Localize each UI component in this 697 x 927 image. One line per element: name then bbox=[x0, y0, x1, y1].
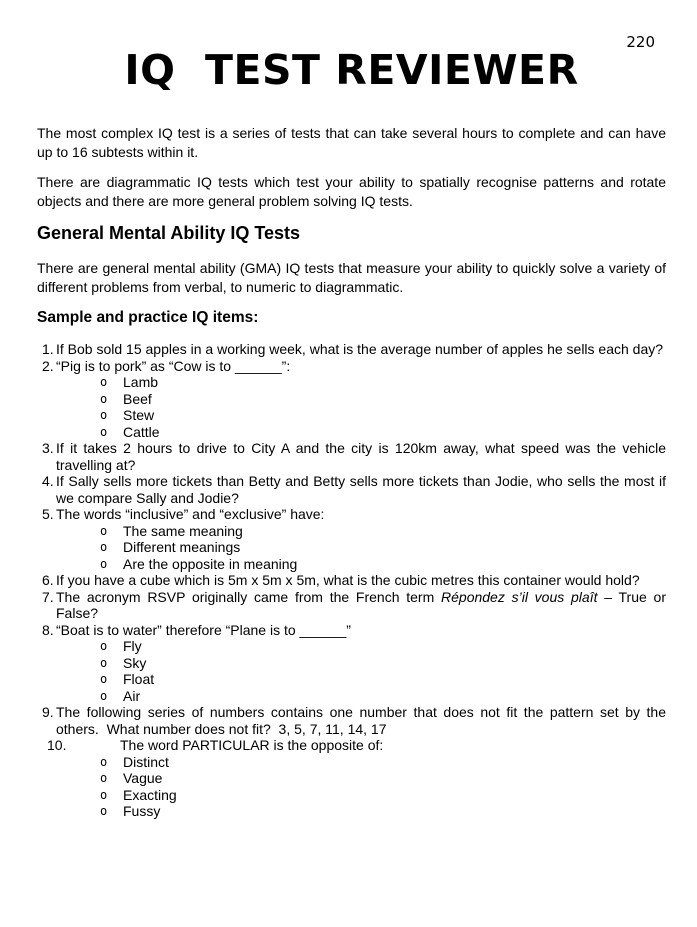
option-bullet-icon: o bbox=[100, 787, 108, 802]
option-bullet-icon: o bbox=[100, 424, 108, 439]
subsection-heading-sample-items: Sample and practice IQ items: bbox=[37, 309, 259, 326]
option-label: Vague bbox=[123, 770, 163, 786]
question-text: “Pig is to pork” as “Cow is to ______”: bbox=[56, 357, 291, 374]
question-number: 3. bbox=[42, 440, 54, 456]
option-item bbox=[37, 770, 666, 787]
option-label: Fly bbox=[123, 638, 142, 654]
option-bullet-icon: o bbox=[100, 375, 108, 389]
option-item bbox=[37, 556, 666, 573]
question-number: 2. bbox=[42, 357, 54, 374]
option-item bbox=[37, 787, 666, 804]
option-item bbox=[37, 671, 666, 688]
question-item-8 bbox=[37, 622, 666, 639]
option-label: Sky bbox=[123, 654, 147, 671]
option-label: Lamb bbox=[123, 374, 159, 390]
option-bullet-icon: o bbox=[100, 391, 108, 406]
intro-paragraph-1: The most complex IQ test is a series of tests that can take several hours to complete and can have up to 16 subtests within it. bbox=[37, 125, 666, 160]
question-text-segment: The acronym RSVP originally came from the French term bbox=[56, 588, 442, 605]
option-item bbox=[37, 424, 666, 441]
option-item bbox=[37, 374, 666, 391]
option-label: Cattle bbox=[123, 423, 160, 440]
options-list bbox=[37, 374, 666, 440]
option-item bbox=[37, 803, 666, 820]
option-bullet-icon: o bbox=[100, 540, 108, 554]
questions-list bbox=[37, 341, 670, 820]
option-item bbox=[37, 523, 666, 540]
option-item bbox=[37, 688, 666, 705]
option-item bbox=[37, 754, 666, 771]
option-label: Float bbox=[123, 671, 155, 687]
question-text: The word PARTICULAR is the opposite of: bbox=[120, 737, 384, 753]
question-text: If it takes 2 hours to drive to City A and the city is 120km away, what speed was the vehicle travelling at? bbox=[56, 440, 670, 473]
option-label: The same meaning bbox=[123, 522, 243, 539]
option-item bbox=[37, 655, 666, 672]
question-number: 4. bbox=[42, 473, 54, 489]
option-label: Air bbox=[123, 687, 141, 704]
option-item bbox=[37, 638, 666, 655]
option-label: Are the opposite in meaning bbox=[123, 555, 298, 572]
question-item-3 bbox=[37, 440, 670, 473]
question-text: If Sally sells more tickets than Betty and Betty sells more tickets than Jodie, who sells the most if we compare Sally and Jodie? bbox=[56, 473, 670, 506]
question-item-9 bbox=[37, 704, 670, 737]
question-item-1 bbox=[37, 341, 666, 358]
options-list bbox=[37, 523, 666, 573]
option-item bbox=[37, 391, 666, 408]
question-number: 8. bbox=[42, 621, 54, 638]
question-text bbox=[56, 588, 670, 622]
gma-paragraph: There are general mental ability (GMA) IQ tests that measure your ability to quickly solve a variety of different problems from verbal, to numeric to diagrammatic. bbox=[37, 260, 666, 295]
option-label: Exacting bbox=[123, 786, 177, 803]
question-text: If Bob sold 15 apples in a working week, what is the average number of apples he sells each day? bbox=[56, 341, 664, 357]
options-list bbox=[37, 638, 666, 704]
option-bullet-icon: o bbox=[100, 556, 108, 571]
question-number: 6. bbox=[42, 572, 54, 588]
intro-paragraph-2: There are diagrammatic IQ tests which test your ability to spatially recognise patterns and rotate objects and there are more general problem solving IQ tests. bbox=[37, 174, 666, 209]
option-bullet-icon: o bbox=[100, 688, 108, 703]
option-bullet-icon: o bbox=[100, 523, 108, 538]
option-label: Distinct bbox=[123, 753, 169, 770]
page-number: 220 bbox=[626, 33, 655, 51]
question-item-6 bbox=[37, 572, 666, 589]
question-number: 1. bbox=[42, 341, 54, 357]
question-number: 5. bbox=[42, 506, 54, 522]
options-list bbox=[37, 754, 666, 820]
option-item bbox=[37, 539, 666, 556]
option-bullet-icon: o bbox=[100, 804, 108, 818]
question-item-7 bbox=[37, 588, 670, 622]
option-label: Beef bbox=[123, 390, 152, 407]
question-text-segment: – True or False? bbox=[56, 588, 670, 621]
option-bullet-icon: o bbox=[100, 655, 108, 670]
question-text: The following series of numbers contains one number that does not fit the pattern set by the others. What number does not fit? 3, 5, 7, 11, 14, 17 bbox=[56, 704, 670, 737]
question-item-4 bbox=[37, 473, 670, 506]
option-bullet-icon: o bbox=[100, 639, 108, 653]
question-number: 9. bbox=[42, 704, 54, 720]
option-item bbox=[37, 407, 666, 424]
question-item-2 bbox=[37, 358, 666, 375]
option-bullet-icon: o bbox=[100, 771, 108, 785]
question-text-italic-segment: Répondez s’il vous plaît bbox=[441, 588, 598, 605]
section-heading-gma: General Mental Ability IQ Tests bbox=[37, 223, 301, 243]
option-label: Different meanings bbox=[123, 539, 241, 555]
option-bullet-icon: o bbox=[100, 408, 108, 422]
option-bullet-icon: o bbox=[100, 754, 108, 769]
question-number: 7. bbox=[42, 588, 54, 605]
question-item-10 bbox=[37, 737, 666, 754]
option-label: Fussy bbox=[123, 803, 161, 819]
question-text: If you have a cube which is 5m x 5m x 5m, what is the cubic metres this container would hold? bbox=[56, 572, 640, 588]
option-label: Stew bbox=[123, 407, 155, 423]
question-text: The words “inclusive” and “exclusive” have: bbox=[56, 506, 325, 522]
document-page bbox=[0, 33, 697, 927]
option-bullet-icon: o bbox=[100, 672, 108, 686]
page-content bbox=[0, 46, 697, 820]
question-number: 10. bbox=[47, 737, 67, 753]
question-item-5 bbox=[37, 506, 666, 523]
question-text: “Boat is to water” therefore “Plane is to ______” bbox=[56, 621, 351, 638]
page-title: IQ TEST REVIEWER bbox=[124, 46, 579, 94]
